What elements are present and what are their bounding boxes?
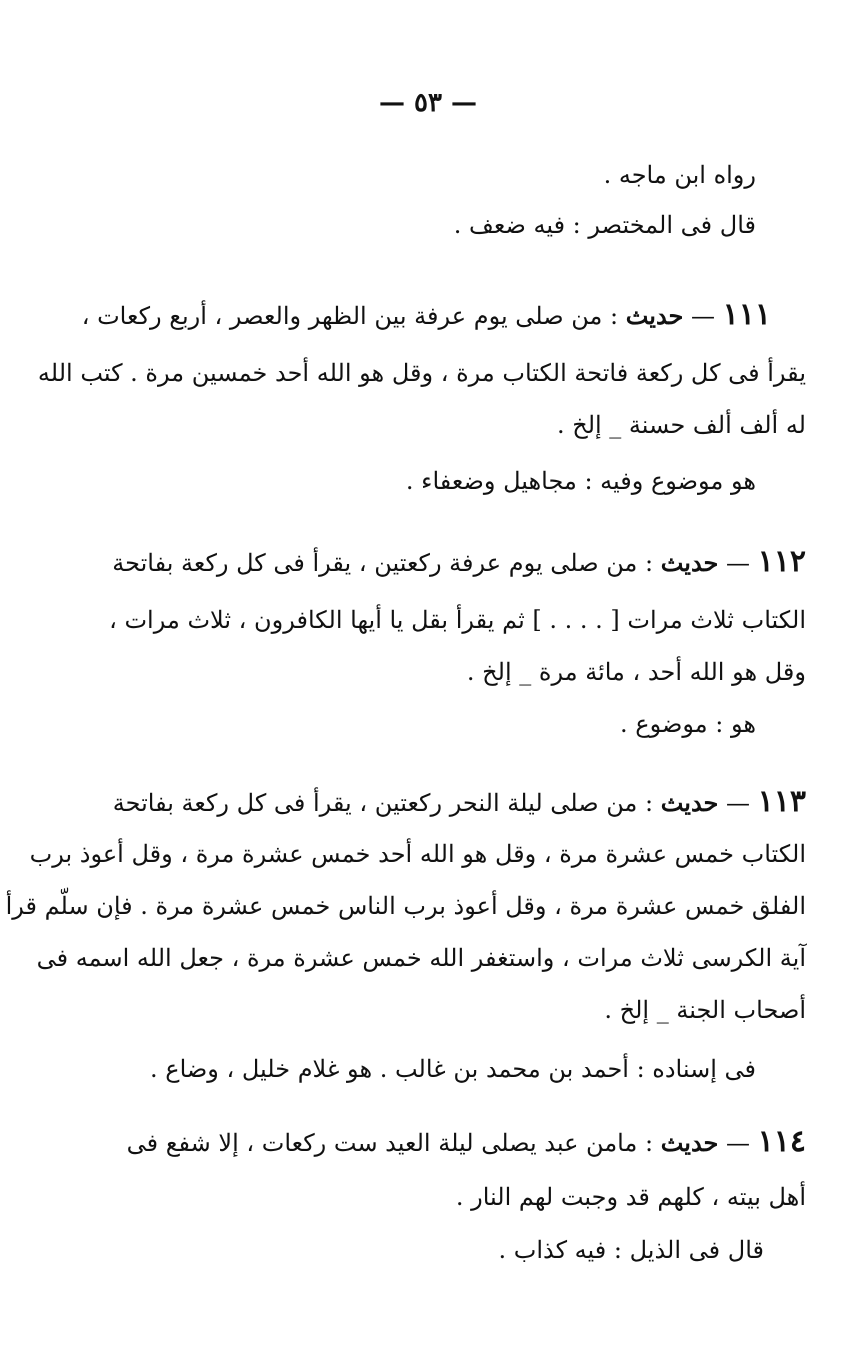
hadith-113-note: فى إسناده : أحمد بن محمد بن غالب . هو غلام خليل ، وضاع . <box>150 1055 756 1083</box>
hadith-113-line-3: الفلق خمس عشرة مرة ، وقل أعوذ برب الناس خمس عشرة مرة . فإن سلّم قرأ <box>5 892 806 920</box>
hadith-text: : مامن عبد يصلى ليلة العيد ست ركعات ، إلا شفع فى <box>126 1129 661 1157</box>
dash: — <box>683 302 723 330</box>
hadith-112-note: هو : موضوع . <box>619 710 756 738</box>
hadith-text: : من صلى يوم عرفة بين الظهر والعصر ، أربع ركعات ، <box>81 302 626 330</box>
hadith-label: حديث <box>660 1128 719 1157</box>
hadith-113-line-1 <box>112 784 806 820</box>
hadith-label: حديث <box>660 788 719 817</box>
hadith-113-line-5: أصحاب الجنة _ إلخ . <box>604 996 806 1024</box>
hadith-113-line-2: الكتاب خمس عشرة مرة ، وقل هو الله أحد خمس عشرة مرة ، وقل أعوذ برب <box>29 840 806 868</box>
hadith-text: : من صلى يوم عرفة ركعتين ، يقرأ فى كل ركعة بفاتحة <box>112 549 661 577</box>
hadith-111-line-1 <box>81 297 771 333</box>
page-number: — ٥٣ — <box>378 88 478 118</box>
hadith-number: ١١٢ <box>757 544 806 579</box>
hadith-113-line-4: آية الكرسى ثلاث مرات ، واستغفر الله خمس عشرة مرة ، جعل الله اسمه فى <box>36 944 806 972</box>
dash: — <box>718 549 758 577</box>
dash: — <box>718 1129 758 1157</box>
hadith-number: ١١٣ <box>757 784 806 819</box>
dash: — <box>718 789 758 817</box>
hadith-label: حديث <box>660 548 719 577</box>
hadith-text: : من صلى ليلة النحر ركعتين ، يقرأ فى كل ركعة بفاتحة <box>112 789 661 817</box>
hadith-114-note: قال فى الذيل : فيه كذاب . <box>498 1236 764 1264</box>
hadith-112-line-1 <box>112 544 806 580</box>
hadith-number: ١١١ <box>722 297 771 332</box>
hadith-111-line-3: له ألف ألف حسنة _ إلخ . <box>556 411 806 439</box>
hadith-111-note: هو موضوع وفيه : مجاهيل وضعفاء . <box>405 467 756 495</box>
hadith-112-line-2: الكتاب ثلاث مرات [ . . . . ] ثم يقرأ بقل يا أيها الكافرون ، ثلاث مرات ، <box>109 606 806 634</box>
hadith-label: حديث <box>625 301 684 330</box>
intro-line-2: قال فى المختصر : فيه ضعف . <box>453 211 756 239</box>
hadith-111-line-2: يقرأ فى كل ركعة فاتحة الكتاب مرة ، وقل هو الله أحد خمسين مرة . كتب الله <box>37 359 806 387</box>
intro-line-1: رواه ابن ماجه . <box>603 161 756 189</box>
hadith-114-line-2: أهل بيته ، كلهم قد وجبت لهم النار . <box>455 1183 806 1211</box>
hadith-112-line-3: وقل هو الله أحد ، مائة مرة _ إلخ . <box>466 658 806 686</box>
hadith-number: ١١٤ <box>757 1124 806 1159</box>
hadith-114-line-1 <box>126 1124 806 1160</box>
